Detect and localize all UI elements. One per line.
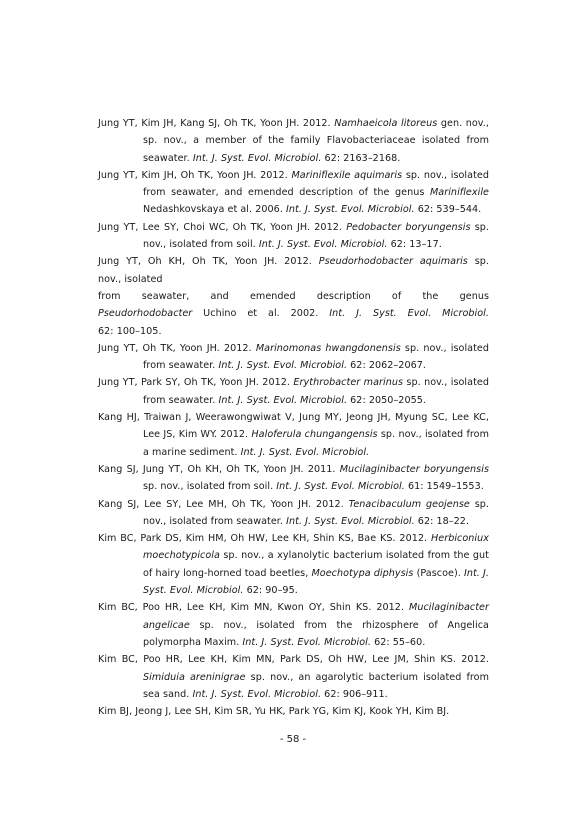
reference-list [98, 115, 489, 720]
reference-line: from seawater, and emended description of the genus [98, 290, 489, 302]
reference-line: Pseudorhodobacter Uchino et al. 2002. Int. J. Syst. Evol. Microbiol. [98, 308, 490, 320]
reference-item [98, 253, 489, 339]
reference-item: Kim BC, Park DS, Kim HM, Oh HW, Lee KH, Shin KS, Bae KS. 2012. Herbiconiux moechotypicola sp. nov., a xylanolytic bacterium isolated from the gut of hairy long-horned toad beetles, Moechotypa diphysis (Pascoe). Int. J. Syst. Evol. Microbiol. 62: 90–95. [98, 533, 489, 597]
reference-item: Kim BC, Poo HR, Lee KH, Kim MN, Kwon OY, Shin KS. 2012. Mucilaginibacter angelicae sp. nov., isolated from the rhizosphere of Angelica polymorpha Maxim. Int. J. Syst. Evol. Microbiol. 62: 55–60. [98, 602, 489, 648]
reference-item: Jung YT, Kim JH, Oh TK, Yoon JH. 2012. Mariniflexile aquimaris sp. nov., isolated from seawater, and emended description of the genus Mariniflexile Nedashkovskaya et al. 2006. Int. J. Syst. Evol. Microbiol. 62: 539–544. [98, 169, 489, 216]
reference-item: Jung YT, Lee SY, Choi WC, Oh TK, Yoon JH. 2012. Pedobacter boryungensis sp. nov., isolated from soil. Int. J. Syst. Evol. Microbiol. 62: 13–17. [98, 221, 490, 251]
page-number: - 58 - [279, 734, 307, 745]
reference-item: Kim BC, Poo HR, Lee KH, Kim MN, Park DS, Oh HW, Lee JM, Shin KS. 2012. Simiduia areninigrae sp. nov., an agarolytic bacterium isolated from sea sand. Int. J. Syst. Evol. Microbiol. 62: 906–911. [98, 654, 489, 700]
reference-item: Kang HJ, Traiwan J, Weerawongwiwat V, Jung MY, Jeong JH, Myung SC, Lee KC, Lee JS, Kim WY. 2012. Haloferula chungangensis sp. nov., isolated from a marine sediment. Int. J. Syst. Evol. Microbiol. [98, 412, 489, 458]
reference-line: 62: 100–105. [98, 325, 162, 337]
reference-item: Jung YT, Kim JH, Kang SJ, Oh TK, Yoon JH. 2012. Namhaeicola litoreus gen. nov., sp. nov., a member of the family Flavobacteriaceae isolated from seawater. Int. J. Syst. Evol. Microbiol. 62: 2163–2168. [98, 118, 489, 164]
reference-line: Jung YT, Oh KH, Oh TK, Yoon JH. 2012. Pseudorhodobacter aquimaris sp. [98, 256, 489, 268]
reference-item: Jung YT, Oh TK, Yoon JH. 2012. Marinomonas hwangdonensis sp. nov., isolated from seawater. Int. J. Syst. Evol. Microbiol. 62: 2062–2067. [98, 342, 489, 372]
reference-item: Kim BJ, Jeong J, Lee SH, Kim SR, Yu HK, Park YG, Kim KJ, Kook YH, Kim BJ. [98, 706, 450, 718]
reference-item: Kang SJ, Lee SY, Lee MH, Oh TK, Yoon JH. 2012. Tenacibaculum geojense sp. nov., isolated from seawater. Int. J. Syst. Evol. Microbiol. 62: 18–22. [98, 498, 490, 527]
reference-item: Jung YT, Park SY, Oh TK, Yoon JH. 2012. Erythrobacter marinus sp. nov., isolated from seawater. Int. J. Syst. Evol. Microbiol. 62: 2050–2055. [98, 377, 489, 406]
reference-line: nov., isolated [98, 273, 163, 285]
reference-item: Kang SJ, Jung YT, Oh KH, Oh TK, Yoon JH. 2011. Mucilaginibacter boryungensis sp. nov., isolated from soil. Int. J. Syst. Evol. Microbiol. 61: 1549–1553. [98, 463, 489, 493]
